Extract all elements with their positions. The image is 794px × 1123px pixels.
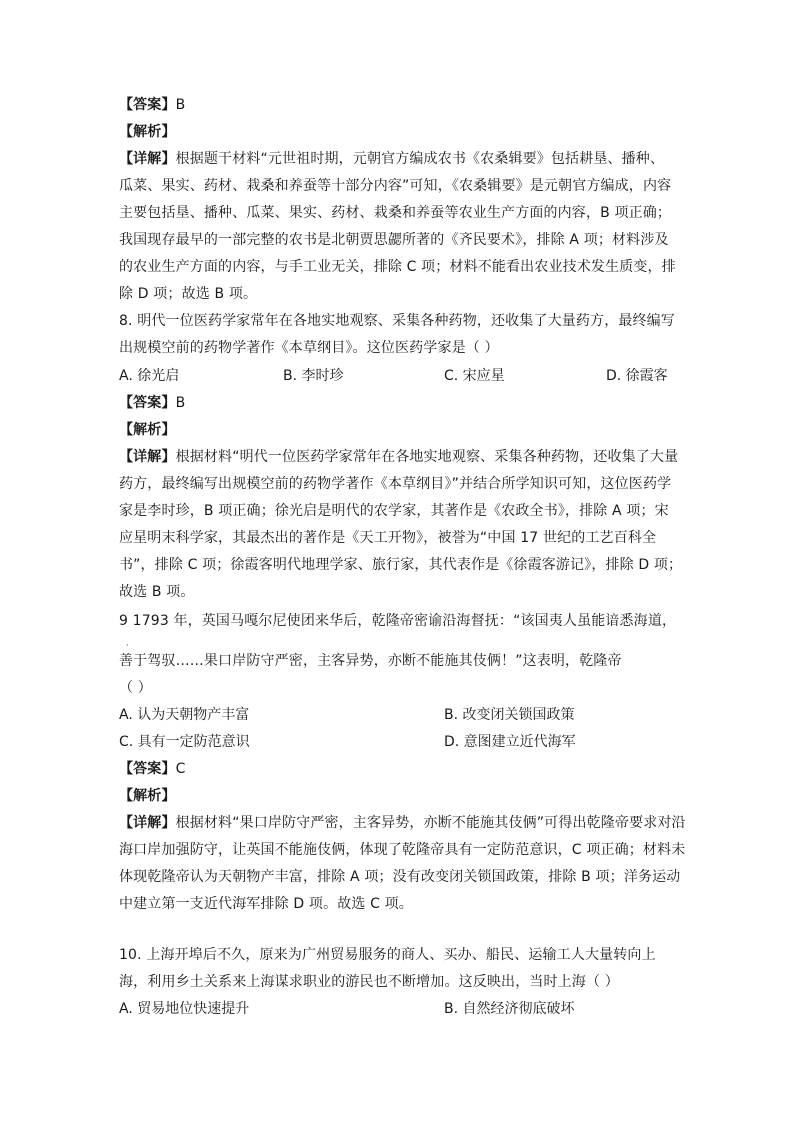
q9-stem-line: （ ）	[119, 680, 152, 696]
q8-answer	[119, 393, 185, 413]
q9-option-a: A. 认为天朝物产丰富	[119, 707, 250, 723]
q8-option-c: C. 宋应星	[444, 368, 505, 384]
detail-tag: 【详解】	[119, 815, 176, 831]
answer-tag: 【答案】	[119, 97, 176, 113]
stray-dot: ·	[126, 641, 129, 650]
q8-detail-line: 家是李时珍，B 项正确；徐光启是明代的农学家，其著作是《农政全书》，排除 A 项；宋	[119, 503, 669, 519]
q8-stem-line: 出规模空前的药物学著作《本草纲目》。这位医药学家是（ ）	[119, 340, 499, 356]
q8-detail-line: 应星明末科学家，其最杰出的著作是《天工开物》，被誉为“中国 17 世纪的工艺百科全	[119, 530, 657, 546]
detail-tag: 【详解】	[119, 449, 176, 465]
q10-stem-line: 10. 上海开埠后不久，原来为广州贸易服务的商人、买办、船民、运输工人大量转向上	[119, 947, 656, 963]
q7-answer	[119, 95, 185, 115]
q9-analysis-tag: 【解析】	[119, 788, 176, 804]
q10-option-a: A. 贸易地位快速提升	[119, 1001, 250, 1017]
answer-tag: 【答案】	[119, 761, 176, 777]
q7-detail-line: 的农业生产方面的内容，与手工业无关，排除 C 项；材料不能看出农业技术发生质变，排	[119, 259, 676, 275]
detail-text: 根据题干材料“元世祖时期，元朝官方编成农书《农桑辑要》包括耕垦、播种、	[175, 151, 665, 167]
q8-option-d: D. 徐霞客	[606, 368, 668, 384]
detail-text: 根据材料“明代一位医药学家常年在各地实地观察、采集各种药物，还收集了大量	[175, 449, 679, 465]
q9-stem-line: 善于驾驭……果口岸防守严密，主客异势，亦断不能施其伎俩！”这表明，乾隆帝	[119, 653, 622, 669]
detail-tag: 【详解】	[119, 151, 176, 167]
q8-stem-line: 8. 明代一位医药学家常年在各地实地观察、采集各种药物，还收集了大量药方，最终编写	[119, 313, 675, 329]
q9-option-d: D. 意图建立近代海军	[444, 734, 576, 750]
q8-option-b: B. 李时珍	[283, 368, 344, 384]
q8-detail-line: 药方，最终编写出规模空前的药物学著作《本草纲目》”并结合所学知识可知，这位医药学	[119, 476, 672, 492]
q8-detail-line: 书”，排除 C 项；徐霞客明代地理学家、旅行家，其代表作是《徐霞客游记》，排除 D 项；	[119, 557, 683, 573]
answer-value: C	[175, 761, 186, 777]
detail-text: 根据材料“果口岸防守严密，主客异势，亦断不能施其伎俩”可得出乾隆帝要求对沿	[175, 815, 686, 831]
q9-detail-line: 中建立第一支近代海军排除 D 项。故选 C 项。	[119, 896, 413, 912]
q8-option-a: A. 徐光启	[119, 368, 180, 384]
q9-option-c: C. 具有一定防范意识	[119, 734, 250, 750]
answer-value: B	[175, 97, 186, 113]
q8-detail-line: 故选 B 项。	[119, 584, 195, 600]
q9-answer	[119, 759, 186, 779]
q7-detail-line: 瓜菜、果实、药材、栽桑和养蚕等十部分内容”可知，《农桑辑要》是元朝官方编成，内容	[119, 178, 672, 194]
q9-stem-line: 9 1793 年，英国马嘎尔尼使团来华后，乾隆帝密谕沿海督抚：“该国夷人虽能谙悉海道，	[119, 613, 677, 629]
answer-tag: 【答案】	[119, 395, 176, 411]
q10-option-b: B. 自然经济彻底破坏	[444, 1001, 575, 1017]
q9-detail-line: 体现乾隆帝认为天朝物产丰富，排除 A 项；没有改变闭关锁国政策，排除 B 项；洋务运动	[119, 869, 681, 885]
q9-detail-line	[119, 813, 686, 833]
q8-detail-line	[119, 447, 678, 467]
q7-detail-line: 我国现存最早的一部完整的农书是北朝贾思勰所著的《齐民要术》，排除 A 项；材料涉及	[119, 232, 669, 248]
answer-value: B	[175, 395, 186, 411]
q10-stem-line: 海，利用乡土关系来上海谋求职业的游民也不断增加。这反映出，当时上海（ ）	[119, 974, 619, 990]
q7-detail-line: 主要包括垦、播种、瓜菜、果实、药材、栽桑和养蚕等农业生产方面的内容，B 项正确；	[119, 205, 672, 221]
q8-analysis-tag: 【解析】	[119, 422, 176, 438]
q9-option-b: B. 改变闭关锁国政策	[444, 707, 575, 723]
q9-detail-line: 海口岸加强防守，让英国不能施伎俩，体现了乾隆帝具有一定防范意识，C 项正确；材料未	[119, 842, 686, 858]
q7-analysis-tag: 【解析】	[119, 124, 176, 140]
q7-detail-line: 除 D 项；故选 B 项。	[119, 286, 258, 302]
q7-detail-line	[119, 149, 664, 169]
